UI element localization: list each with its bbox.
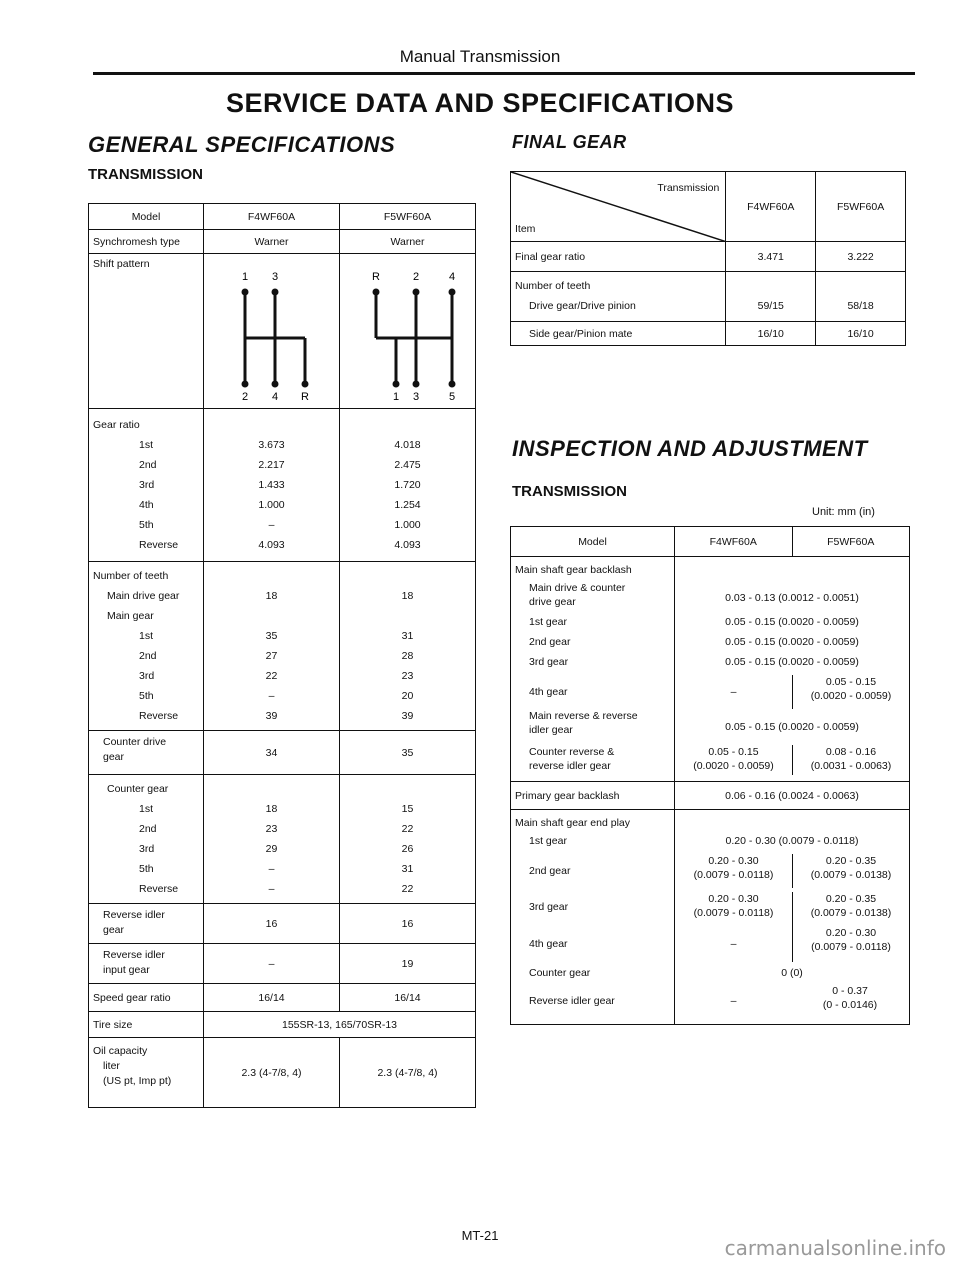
col-f5wf60a: F5WF60A (816, 172, 906, 242)
crev-a (675, 745, 792, 775)
value: 28 (401, 650, 414, 662)
final-ratio-b: 3.222 (816, 242, 906, 272)
value: 0.20 - 0.30 (825, 927, 877, 939)
value: (0.0079 - 0.0138) (810, 869, 892, 881)
label-line: reverse idler gear (529, 760, 611, 772)
value: 1.000 (258, 499, 285, 511)
speed-gear-a: 16/14 (204, 984, 340, 1012)
value: (0.0079 - 0.0118) (811, 941, 891, 953)
counter-drive-b: 35 (340, 731, 476, 775)
value: 4.093 (394, 539, 421, 551)
gear-ratio-a (204, 409, 340, 562)
value: 0 - 0.37 (832, 985, 868, 997)
value: 0.05 - 0.15 (825, 676, 877, 688)
counter-gear-b (340, 775, 476, 904)
crev-row (675, 745, 909, 775)
ep-g4-row (675, 926, 909, 962)
row-label: Reverse idler gear (529, 995, 615, 1007)
col-model: Model (89, 204, 204, 230)
value: (0.0079 - 0.0118) (693, 907, 774, 919)
reverse-idler-input-label (89, 944, 204, 984)
value: 0.05 - 0.15 (708, 746, 759, 758)
ep-g3-b (792, 892, 909, 926)
backlash-labels (511, 557, 675, 782)
gear-label: 2 (241, 391, 249, 403)
label-line: Oil capacity (93, 1045, 148, 1057)
row-label: Counter gear (529, 967, 591, 979)
oil-a: 2.3 (4-7/8, 4) (204, 1038, 340, 1108)
gear-label: 1 (241, 271, 249, 283)
row-label: 1st gear (529, 616, 567, 628)
teeth-label: Number of teeth (93, 570, 169, 582)
value: 0.20 - 0.30 (708, 893, 759, 905)
label-line: input gear (103, 964, 150, 976)
backlash-values (675, 557, 910, 782)
value: (0.0079 - 0.0138) (810, 907, 892, 919)
reverse-idler-a: 16 (204, 904, 340, 944)
value: 4.093 (258, 539, 285, 551)
row-label: 4th gear (529, 938, 568, 950)
page-title: SERVICE DATA AND SPECIFICATIONS (225, 88, 735, 118)
primary-value: 0.06 - 0.16 (0.0024 - 0.0063) (675, 782, 910, 810)
value: 4.018 (394, 439, 421, 451)
teeth-label: Number of teeth (515, 280, 591, 292)
col-model: Model (511, 527, 675, 557)
label-line: idler gear (529, 724, 573, 736)
gear-label: 2 (412, 271, 420, 283)
inspection-table (510, 526, 910, 1025)
final-gear-heading: FINAL GEAR (512, 132, 627, 152)
side-a: 16/10 (726, 322, 816, 346)
ep-g3-a (675, 892, 792, 926)
value: 0.03 - 0.13 (0.0012 - 0.0051) (725, 592, 859, 604)
value: – (268, 863, 275, 875)
row-label: Main drive gear (107, 590, 180, 602)
value: 22 (401, 883, 414, 895)
ep-ridler-row (675, 984, 909, 1018)
label-line: gear (103, 751, 125, 763)
row-label: Main gear (107, 610, 154, 622)
row-label: 5th (139, 863, 154, 875)
label-line: (US pt, Imp pt) (103, 1075, 172, 1087)
gear-label: 5 (448, 391, 456, 403)
value: 35 (265, 630, 278, 642)
inspection-subheading: TRANSMISSION (512, 483, 628, 500)
speed-gear-label: Speed gear ratio (89, 984, 204, 1012)
gear-label: R (301, 391, 309, 403)
value: 1.433 (258, 479, 285, 491)
col-f4wf60a: F4WF60A (204, 204, 340, 230)
value: 0.20 - 0.30 (0.0079 - 0.0118) (725, 835, 859, 847)
row-label: Drive gear/Drive pinion (529, 300, 636, 312)
value: 22 (265, 670, 278, 682)
value: (0.0079 - 0.0118) (693, 869, 774, 881)
g4-b (792, 675, 909, 709)
ep-g2-row (675, 854, 909, 888)
final-ratio-label: Final gear ratio (511, 242, 726, 272)
counter-drive-label (89, 731, 204, 775)
counter-gear-labels (89, 775, 204, 904)
counter-gear-a (204, 775, 340, 904)
label-line: Counter drive (103, 736, 167, 748)
watermark: carmanualsonline.info (724, 1236, 946, 1260)
value: 58/18 (847, 300, 874, 312)
g4-row (675, 675, 909, 709)
value: – (268, 519, 275, 531)
side-b: 16/10 (816, 322, 906, 346)
crev-b (792, 745, 909, 775)
inspection-heading: INSPECTION AND ADJUSTMENT (512, 436, 868, 461)
row-label: 1st (139, 630, 154, 642)
row-label: 2nd gear (529, 865, 571, 877)
ep-g2-a (675, 854, 792, 888)
backlash-label: Main shaft gear backlash (515, 564, 632, 576)
value: 2.475 (394, 459, 421, 471)
row-label: 3rd (139, 843, 155, 855)
gear-label: 3 (271, 271, 279, 283)
row-label: 5th (139, 690, 154, 702)
shift-diagram-4speed (204, 254, 339, 404)
value: (0 - 0.0146) (822, 999, 878, 1011)
value: 0.20 - 0.35 (825, 893, 877, 905)
value: 39 (265, 710, 278, 722)
value: 0.20 - 0.35 (825, 855, 877, 867)
value: 23 (401, 670, 414, 682)
shift-pattern-a (204, 254, 340, 409)
value: – (730, 686, 737, 698)
tire-label: Tire size (89, 1012, 204, 1038)
value: 0.08 - 0.16 (825, 746, 877, 758)
page-number: MT-21 (461, 1228, 499, 1243)
transmission-subheading: TRANSMISSION (88, 166, 204, 183)
primary-label: Primary gear backlash (511, 782, 675, 810)
gear-ratio-label: Gear ratio (93, 419, 140, 431)
value: 59/15 (757, 300, 784, 312)
value: 18 (265, 803, 278, 815)
drive-b (816, 272, 906, 322)
col-f4wf60a: F4WF60A (675, 527, 793, 557)
row-label: 3rd (139, 670, 155, 682)
endplay-label: Main shaft gear end play (515, 817, 630, 829)
row-label: 5th (139, 519, 154, 531)
ep-g3-row (675, 888, 909, 926)
shift-diagram-5speed (340, 254, 475, 404)
row-label: 2nd gear (529, 636, 571, 648)
general-specs-heading: GENERAL SPECIFICATIONS (88, 132, 396, 157)
running-header: Manual Transmission (399, 47, 561, 66)
reverse-idler-input-a: – (204, 944, 340, 984)
reverse-idler-b: 16 (340, 904, 476, 944)
row-label: 2nd (139, 823, 157, 835)
row-label: 1st (139, 803, 154, 815)
row-label: 4th gear (529, 686, 568, 698)
value: 0.20 - 0.30 (708, 855, 759, 867)
ep-ridler-b (792, 984, 908, 1018)
value: 0.05 - 0.15 (0.0020 - 0.0059) (725, 636, 859, 648)
shift-pattern-b (340, 254, 476, 409)
counter-drive-a: 34 (204, 731, 340, 775)
value: – (730, 938, 737, 950)
row-label: Reverse (139, 710, 179, 722)
gear-label: 3 (412, 391, 420, 403)
gear-label: 4 (448, 271, 456, 283)
general-spec-table (88, 203, 476, 1108)
value: 23 (265, 823, 278, 835)
col-f5wf60a: F5WF60A (340, 204, 476, 230)
side-gear-label: Side gear/Pinion mate (511, 322, 726, 346)
speed-gear-b: 16/14 (340, 984, 476, 1012)
ep-g2-b (792, 854, 909, 888)
reverse-idler-label (89, 904, 204, 944)
value: – (268, 883, 275, 895)
value: 18 (265, 590, 278, 602)
label-line: gear (103, 924, 125, 936)
row-label: 4th (139, 499, 154, 511)
value: 1.000 (394, 519, 421, 531)
synchromesh-label: Synchromesh type (89, 230, 204, 254)
value: (0.0031 - 0.0063) (810, 760, 892, 772)
gear-ratio-labels (89, 409, 204, 562)
value: – (730, 995, 737, 1007)
value: 3.673 (258, 439, 285, 451)
header-rule (93, 72, 915, 75)
final-gear-table (510, 171, 906, 346)
counter-gear-label: Counter gear (107, 783, 169, 795)
unit-label: Unit: mm (in) (812, 506, 875, 518)
row-label: 3rd gear (529, 656, 569, 668)
value: 26 (401, 843, 414, 855)
oil-b: 2.3 (4-7/8, 4) (340, 1038, 476, 1108)
row-label: 2nd (139, 459, 157, 471)
value: 1.254 (394, 499, 421, 511)
col-f4wf60a: F4WF60A (726, 172, 816, 242)
synchromesh-a: Warner (204, 230, 340, 254)
tire-value: 155SR-13, 165/70SR-13 (204, 1012, 476, 1038)
label-line: Reverse idler (103, 949, 165, 961)
final-teeth-labels (511, 272, 726, 322)
teeth-a (204, 562, 340, 731)
shift-pattern-label: Shift pattern (89, 254, 204, 409)
teeth-b (340, 562, 476, 731)
value: 22 (401, 823, 414, 835)
label-line: Reverse idler (103, 909, 165, 921)
gear-label: 1 (392, 391, 400, 403)
value: 29 (265, 843, 278, 855)
ep-g4-b (792, 926, 909, 962)
oil-label (89, 1038, 204, 1108)
gear-label: 4 (271, 391, 279, 403)
value: 1.720 (394, 479, 421, 491)
diag-header-cell (511, 172, 726, 242)
label-line: drive gear (529, 596, 576, 608)
gear-ratio-b (340, 409, 476, 562)
value: 0.05 - 0.15 (0.0020 - 0.0059) (725, 656, 859, 668)
value: 39 (401, 710, 414, 722)
teeth-labels (89, 562, 204, 731)
label-line: Main reverse & reverse (529, 710, 638, 722)
value: (0.0020 - 0.0059) (810, 690, 892, 702)
reverse-idler-input-b: 19 (340, 944, 476, 984)
row-label: 3rd gear (529, 901, 569, 913)
value: 15 (401, 803, 414, 815)
label-line: liter (103, 1060, 120, 1072)
label-line: Main drive & counter (529, 582, 626, 594)
diag-top-label: Transmission (657, 182, 720, 194)
endplay-labels (511, 810, 675, 1025)
final-ratio-a: 3.471 (726, 242, 816, 272)
drive-a (726, 272, 816, 322)
value: – (268, 690, 275, 702)
synchromesh-b: Warner (340, 230, 476, 254)
endplay-values (675, 810, 910, 1025)
row-label: 1st gear (529, 835, 567, 847)
row-label: Reverse (139, 883, 179, 895)
row-label: Reverse (139, 539, 179, 551)
row-label: 1st (139, 439, 154, 451)
value: 0.05 - 0.15 (0.0020 - 0.0059) (725, 721, 859, 733)
value: 31 (401, 863, 414, 875)
col-f5wf60a: F5WF60A (792, 527, 910, 557)
diag-bottom-label: Item (515, 223, 536, 235)
row-label: 3rd (139, 479, 155, 491)
gear-label: R (372, 271, 380, 283)
value: 2.217 (258, 459, 285, 471)
row-label: 2nd (139, 650, 157, 662)
label-line: Counter reverse & (529, 746, 615, 758)
value: 31 (401, 630, 414, 642)
value: (0.0020 - 0.0059) (693, 760, 774, 772)
value: 0.05 - 0.15 (0.0020 - 0.0059) (725, 616, 859, 628)
value: 18 (401, 590, 414, 602)
value: 20 (401, 690, 414, 702)
value: 27 (265, 650, 278, 662)
value: 0 (0) (781, 967, 803, 979)
